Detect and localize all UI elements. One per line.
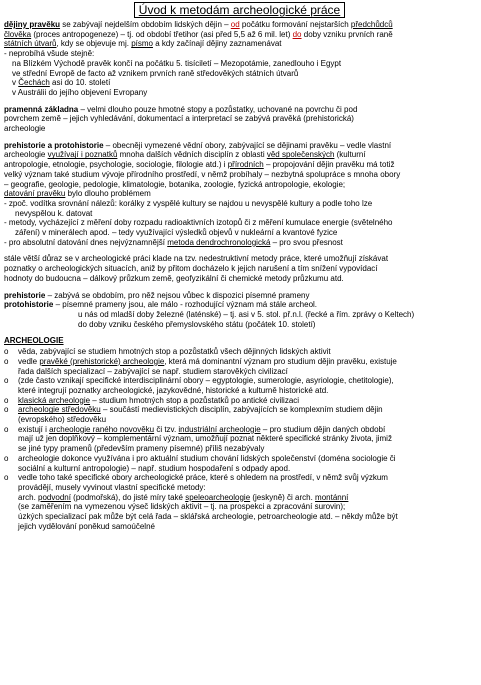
- text-line: prehistorie – zabývá se obdobím, pro něž nejsou vůbec k dispozici písemné prameny: [4, 290, 310, 300]
- bullet-marker: o: [4, 347, 9, 357]
- text-line: v Austrálii do jejího objevení Evropany: [12, 87, 148, 97]
- intro-paragraph: [4, 20, 475, 98]
- text-line: archeologie využívají i poznatků mnoha dalších vědních disciplín z oblasti věd společenských (kulturní: [4, 150, 366, 160]
- text-line: ve střední Evropě de facto až vznikem prvních raně středověkých státních útvarů: [12, 68, 299, 78]
- text-line: záření) v minerálech apod. – tedy využívající výsledků objevů v nukleární a kvantové fyzice: [15, 228, 338, 238]
- text-line: nevyspělou k. datovat: [15, 208, 93, 218]
- text-line: archeologie: [4, 124, 46, 134]
- text-line: hodnoty do budoucna – dálkový průzkum země, geofyzikální či chemické metody průzkumu atd.: [4, 273, 344, 283]
- nondestructive-paragraph: [4, 254, 475, 283]
- bullet-marker: o: [4, 453, 9, 463]
- list-item: o existují i archeologie raného novověku či tzv. industriální archeologie – pro studium dějin daných období mají už jen doplňkový – komplementární význam, umožňují poznat některé specifické stránky života, jimiž se jiné typy pramenů (především prameny písemné) příliš nezabývaly: [4, 424, 392, 454]
- bullet-marker: o: [4, 424, 9, 434]
- list-item: o (zde často vznikají specifické interdisciplinární obory – egyptologie, sumerologie, asyriologie, chetitologie), které integrují poznatky archeologické, jazykovědné, historické a kulturně historické atd.: [4, 376, 394, 395]
- proto-paragraph: [4, 291, 475, 330]
- text-line: na Blízkém Východě pravěk končí na počátku 5. tisíciletí – Mezopotámie, zanedlouho i Egypt: [12, 58, 342, 68]
- text-line: dějiny pravěku se zabývají nejdelším obdobím lidských dějin – od počátku formování nejstarších předchůdců: [4, 20, 393, 29]
- text-line: stále větší důraz se v archeologické práci klade na tzv. nedestruktivní metody práce, které umožňují získávat: [4, 254, 389, 264]
- bullet-marker: o: [4, 395, 9, 405]
- list-item: o klasická archeologie – studium hmotných stop a pozůstatků po antické civilizaci: [4, 395, 300, 405]
- prehistory-paragraph: [4, 141, 475, 248]
- text-line: do doby vzniku českého přemyslovského státu (počátek 10. století): [78, 319, 316, 329]
- list-item: o vedle pravěké (prehistorické) archeologie, která má dominantní význam pro studium dějin pravěku, existuje řada dalších specializací – zabývající se např. studiem starověkých civilizací: [4, 356, 397, 376]
- section-heading-archeologie: ARCHEOLOGIE: [4, 336, 64, 346]
- list-item: o vedle toho také specifické obory archeologické práce, které s ohledem na prostředí, v němž svůj výzkum provádějí, musely vyvinout vlastní specifické metody: arch. podvodní (podmořská), do jisté míry také speleoarcheologie (jeskyně) či arch. montánní (se zaměřením na vymezenou výseč lidských aktivit – tj. na prospekci a zpracování surovin); úzkých specializací pak může být celá řada – sklářská archeologie, petroarcheologie atd. – někdy může být jejich vydělování poněkud samoúčelné: [4, 473, 398, 531]
- bullet-marker: o: [4, 473, 9, 483]
- source-base-paragraph: [4, 105, 475, 134]
- text-line: - pro absolutní datování dnes nejvýznamnější metoda dendrochronologická – pro svou přesnost: [4, 237, 343, 247]
- text-line: pramenná základna – velmi dlouho pouze hmotné stopy a pozůstatky, uchované na povrchu či pod: [4, 104, 358, 114]
- text-line: státních útvarů, kdy se objevuje mj. písmo a kdy začínají dějiny zaznamenávat: [4, 39, 282, 49]
- bullet-marker: o: [4, 356, 9, 366]
- text-line: prehistorie a protohistorie – obecněji vymezené vědní obory, zabývající se dějinami pravěku – vedle vlastní: [4, 140, 392, 150]
- text-line: velký význam také studium vývoje přírodního prostředí, v němž probíhaly – nezbytná spolupráce s mnoha obory: [4, 169, 401, 179]
- text-line: – geografie, geologie, pedologie, klimatologie, botanika, zoologie, fyzická antropologie, ekologie;: [4, 179, 346, 189]
- list-item: o věda, zabývající se studiem hmotných stop a pozůstatků všech dějinných lidských aktivit: [4, 347, 331, 357]
- text-line: protohistorie – písemné prameny jsou, ale málo - rozhodující význam má stále archeol.: [4, 300, 318, 310]
- text-line: povrchem země – jejich vyhledávání, dokumentací a interpretací se zabývá pravěká (prehistorická): [4, 114, 354, 124]
- text-line: poznatky o archeologických situacích, aniž by přitom docházelo k jejich narušení a tím snížení vypovídací: [4, 264, 378, 274]
- text-line: u nás od mladší doby železné (laténské) – tj. asi v 5. stol. př.n.l. (řecké a řím. zprávy o Keltech): [78, 309, 415, 319]
- text-line: v Čechách asi do 10. století: [12, 78, 111, 88]
- bullet-marker: o: [4, 405, 9, 415]
- list-item: o archeologie středověku – součástí medievistických disciplín, zabývajících se komplexním studiem dějin (evropského) středověku: [4, 405, 383, 425]
- bullet-marker: o: [4, 376, 9, 386]
- text-line: antropologie, etnologie, psychologie, sociologie, filologie atd.) i přírodních – propojování dějin pravěku má totiž: [4, 160, 395, 170]
- list-item: o archeologie dokonce využívána i pro aktuální studium chování lidských společenství (doména sociologie či sociální a kulturní antropologie) – např. studium hospodaření s odpady apod.: [4, 453, 396, 473]
- text-line: - zpoč. vodítka srovnání nálezů: korálky z vyspělé kultury se najdou u nevyspělé kultury a podle toho lze: [4, 198, 373, 208]
- page-title: Úvod k metodám archeologické práce: [4, 3, 475, 17]
- text-line: člověka (proces antropogeneze) – tj. od období třetihor (asi před 5,5 až 6 mil. let) do doby vzniku prvních raně: [4, 29, 393, 39]
- text-line: - neprobíhá všude stejně:: [4, 49, 95, 59]
- text-line: - metody, vycházející z měření doby rozpadu radioaktivních izotopů či z měření kumulace energie (světelného: [4, 218, 393, 228]
- text-line: datování pravěku bylo dlouho problémem: [4, 189, 151, 199]
